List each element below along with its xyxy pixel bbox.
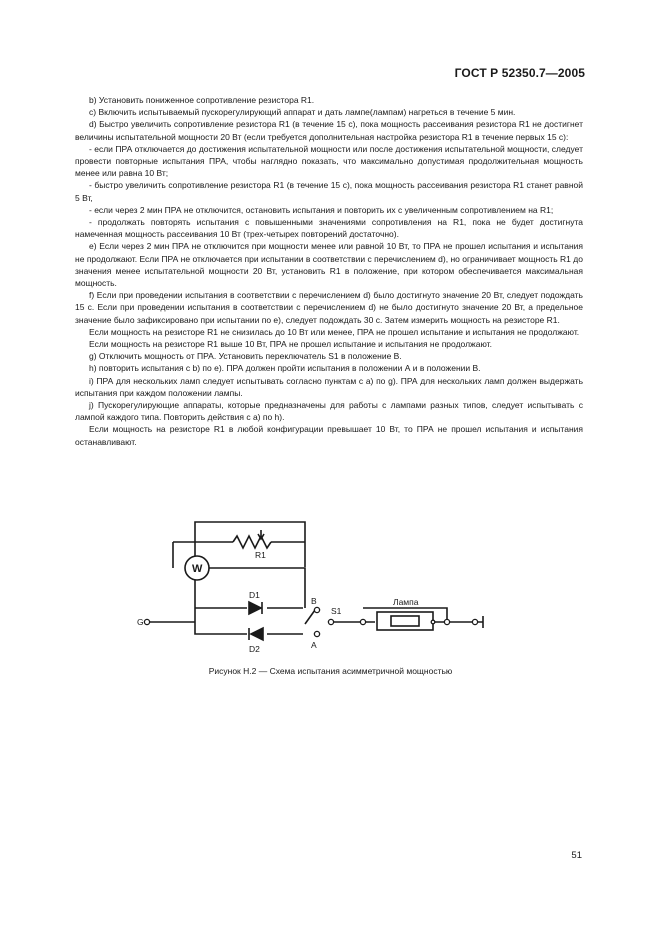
label-r1: R1	[255, 550, 266, 560]
paragraph-d-item-2: - быстро увеличить сопротивление резистора R1 (в течение 15 с), пока мощность рассеивания резистора R1 станет равной 5 Вт,	[75, 180, 583, 203]
terminal-end	[472, 619, 477, 624]
terminal-lamp-in	[360, 619, 365, 624]
terminal-g	[144, 619, 149, 624]
wire-lamp-top	[363, 608, 447, 622]
circuit-diagram	[135, 512, 495, 662]
body-text	[75, 94, 583, 448]
label-b: B	[311, 596, 317, 606]
terminal-lamp-out	[444, 619, 449, 624]
paragraph-c: c) Включить испытываемый пускорегулирующий аппарат и дать лампе(лампам) нагреться в течение 5 мин.	[89, 107, 516, 118]
label-d2: D2	[249, 644, 260, 654]
label-d1: D1	[249, 590, 260, 600]
paragraph-i: i) ПРА для нескольких ламп следует испытывать согласно пунктам с а) по g). ПРА для нескольких ламп должен выдержать испытания при каждом положении лампы.	[75, 375, 583, 398]
wire-diode-bottom	[195, 622, 247, 634]
label-lamp: Лампа	[393, 597, 419, 607]
paragraph-b: b) Установить пониженное сопротивление резистора R1.	[89, 95, 315, 105]
paragraph-d-item-4: - продолжать повторять испытания с повышенными значениями сопротивления на R1, пока не будет достигнута намеченная мощность рассеивания 10 Вт (трех-четырех повторений достаточно).	[75, 217, 583, 240]
paragraph-h: h) повторить испытания с b) по е). ПРА должен пройти испытания в положении А и в положении В.	[89, 363, 481, 374]
wire-resistor-loop	[195, 522, 305, 567]
figure-caption: Рисунок Н.2 — Схема испытания асимметричной мощностью	[208, 666, 453, 676]
wire-wattmeter-right	[209, 568, 305, 608]
terminal-s1	[328, 619, 333, 624]
label-wattmeter: W	[192, 563, 203, 575]
node-lamp	[431, 620, 435, 624]
wire-resistor-left	[173, 542, 233, 568]
paragraph-f-note-1: Если мощность на резисторе R1 не снизилась до 10 Вт или менее, ПРА не прошел испытание и испытания не продолжают.	[89, 326, 580, 337]
paragraph-g: g) Отключить мощность от ПРА. Установить переключатель S1 в положение В.	[89, 351, 402, 362]
switch-lever	[305, 610, 315, 624]
paragraph-final: Если мощность на резисторе R1 в любой конфигурации превышает 10 Вт, то ПРА не прошел испытания и испытания останавливают.	[75, 424, 583, 447]
paragraph-f: f) Если при проведении испытания в соответствии с перечислением d) было достигнуто значение 20 Вт, следует подождать 15 с. Если при проведении испытания в соответствии с перечислением d) не было достигнуто значение 20 Вт, а предельное значение было зафиксировано при испытании по е), следует подождать 30 с. Затем измерить мощность на резисторе R1.	[75, 290, 583, 325]
page-number: 51	[571, 850, 582, 861]
diode-d1	[249, 602, 261, 614]
lamp-tube	[377, 612, 433, 630]
label-a: A	[311, 640, 317, 650]
label-g: G	[137, 617, 144, 627]
terminal-a	[314, 631, 319, 636]
paragraph-d: d) Быстро увеличить сопротивление резистора R1 (в течение 15 с), пока мощность рассеивания резистора R1 не достигнет величины испытательной мощности 20 Вт (если требуется дополнительная настройка резистора R1 в течение первых 15 с):	[75, 119, 583, 142]
paragraph-f-note-2: Если мощность на резисторе R1 выше 10 Вт, ПРА не прошел испытание и испытания не продолжают.	[89, 339, 492, 350]
resistor-r1	[233, 536, 271, 548]
paragraph-d-item-3: - если через 2 мин ПРА не отключится, остановить испытания и повторить их с увеличенным сопротивлением на R1;	[89, 204, 554, 215]
paragraph-d-item-1: - если ПРА отключается до достижения испытательной мощности или после достижения испытательной мощности, следует провести повторные испытания ПРА, чтобы наглядно показать, что максимально допустимая продолжительная мощность менее или равна 10 Вт;	[75, 143, 583, 179]
paragraph-e: e) Если через 2 мин ПРА не отключится при мощности менее или равной 10 Вт, то ПРА не прошел испытания и испытания не продолжают. Если ПРА не отключается при испытании в соответствии с перечислением d), но ограничивает мощность R1 до значения менее испытательной мощности 20 Вт, установить R1 в положение, при котором обеспечивается максимальная мощность.	[75, 241, 583, 289]
label-s1: S1	[331, 606, 342, 616]
terminal-b	[314, 607, 319, 612]
diode-d2	[251, 628, 263, 640]
lamp-inner	[391, 616, 419, 626]
paragraph-j: j) Пускорегулирующие аппараты, которые предназначены для работы с лампами разных типов, следует испытывать с лампой каждого типа. Повторить действия с а) по h).	[75, 400, 583, 423]
document-number: ГОСТ Р 52350.7—2005	[454, 66, 585, 80]
